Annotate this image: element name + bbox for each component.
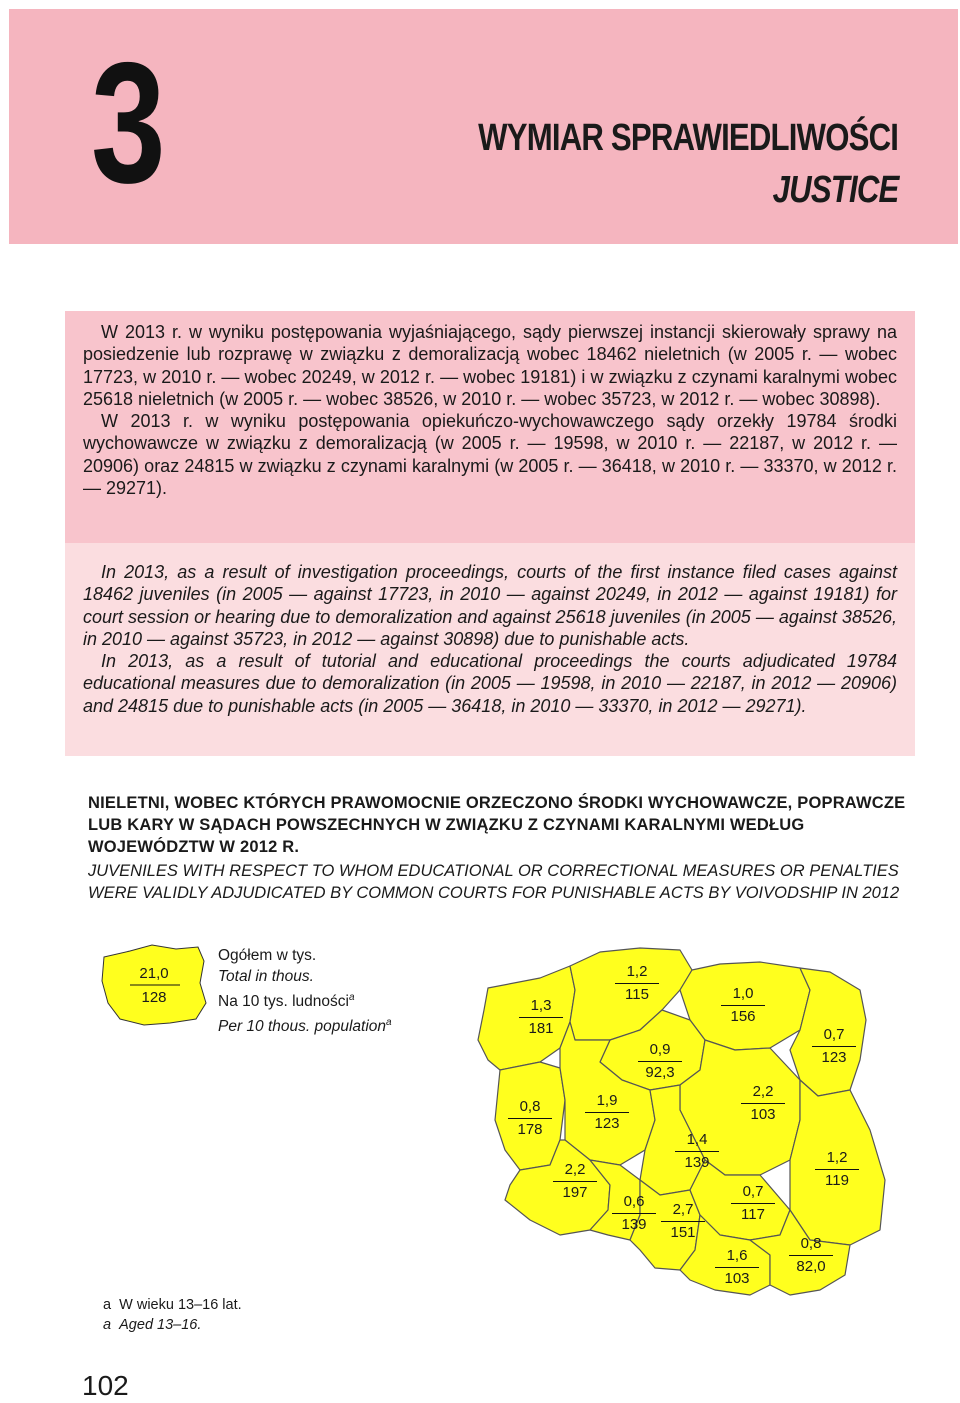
region-per-value: 103 xyxy=(724,1270,750,1287)
region-per-value: 139 xyxy=(684,1154,710,1171)
legend-per-en: Per 10 thous. population xyxy=(218,1018,387,1036)
region-fraction-line xyxy=(721,1005,765,1006)
region-total-value: 0,9 xyxy=(649,1041,671,1058)
region-total-value: 1,2 xyxy=(626,963,648,980)
legend-total-value: 21,0 xyxy=(139,965,169,982)
region-total-value: 1,2 xyxy=(826,1149,848,1166)
region-fraction-line xyxy=(812,1046,856,1047)
footnote-pl: W wieku 13–16 lat. xyxy=(119,1297,242,1313)
region-per-value: 156 xyxy=(730,1008,756,1025)
region-per-value: 92,3 xyxy=(645,1064,675,1081)
region-per-value: 123 xyxy=(594,1115,620,1132)
region-per-value: 197 xyxy=(562,1184,588,1201)
region-per-value: 178 xyxy=(517,1121,543,1138)
chapter-title-pl: WYMIAR SPRAWIEDLIWOŚCI xyxy=(478,117,898,159)
region-per-value: 123 xyxy=(821,1049,847,1066)
region-total-value: 0,8 xyxy=(519,1098,541,1115)
legend-per-pl: Na 10 tys. ludności xyxy=(218,993,349,1011)
region-total-value: 1,4 xyxy=(686,1131,708,1148)
region-total-value: 1,9 xyxy=(596,1092,618,1109)
region-total-value: 2,7 xyxy=(672,1201,694,1218)
map-title-pl: NIELETNI, WOBEC KTÓRYCH PRAWOMOCNIE ORZECZONO ŚRODKI WYCHOWAWCZE, POPRAWCZE LUB KARY W SĄDACH POWSZECHNYCH W ZWIĄZKU Z CZYNAMI KARALNYMI WEDŁUG WOJEWÓDZTW W 2012 R. xyxy=(88,794,906,856)
region-fraction-line xyxy=(715,1267,759,1268)
region-fraction-line xyxy=(789,1255,833,1256)
intro-pl-paragraph-1: W 2013 r. w wyniku postępowania wyjaśniającego, sądy pierwszej instancji skierowały sprawy na posiedzenie lub rozprawę w związku z demoralizacją wobec 18462 nieletnich (w 2005 r. — wobec 17723, w 2010 r. — wobec 20249, w 2012 r. — wobec 19181) i w związku z czynami karalnymi wobec 25618 nieletnich (w 2005 r. — wobec 38526, w 2010 r. — wobec 35723, w 2012 r. — wobec 30898). xyxy=(83,322,897,409)
region-fraction-line xyxy=(741,1103,785,1104)
intro-en-paragraph-2: In 2013, as a result of tutorial and educational proceedings the courts adjudicated 19784 educational measures due to demoralization (in 2005 — 19598, in 2010 — 22187, in 2012 — 20906) and 24815 due to punishable acts (in 2005 — 36418, in 2010 — 33370, in 2012 — 29271). xyxy=(83,651,897,716)
region-total-value: 0,7 xyxy=(742,1183,764,1200)
chapter-number: 3 xyxy=(91,27,161,219)
region-fraction-line xyxy=(615,983,659,984)
legend-per-value: 128 xyxy=(141,989,167,1006)
footnote xyxy=(103,1295,242,1335)
region-per-value: 103 xyxy=(750,1106,776,1123)
region-total-value: 2,2 xyxy=(564,1161,586,1178)
region-per-value: 181 xyxy=(528,1020,554,1037)
legend-total-pl: Ogółem w tys. xyxy=(218,947,317,964)
region-fraction-line xyxy=(638,1061,682,1062)
region-total-value: 1,0 xyxy=(732,985,754,1002)
map-title-en: JUVENILES WITH RESPECT TO WHOM EDUCATIONAL OR CORRECTIONAL MEASURES OR PENALTIES WERE VALIDLY ADJUDICATED BY COMMON COURTS FOR PUNISHABLE ACTS BY VOIVODSHIP IN 2012 xyxy=(88,862,900,902)
intro-pl-paragraph-2: W 2013 r. w wyniku postępowania opiekuńczo-wychowawczego sądy orzekły 19784 środki wychowawcze w związku z demoralizacją (w 2005 r. — 19598, w 2010 r. — 22187, w 2012 r. — 20906) oraz 24815 w związku z czynami karalnymi (w 2005 r. — 36418, w 2010 r. — 33370, w 2012 r. — 29271). xyxy=(83,411,897,499)
region-fraction-line xyxy=(508,1118,552,1119)
intro-en-paragraph-1: In 2013, as a result of investigation proceedings, courts of the first instance filed cases against 18462 juveniles (in 2005 — against 17723, in 2010 — against 20249, in 2012 — against 19181) for court session or hearing due to demoralization and against 25618 juveniles (in 2005 — against 38526, in 2010 — against 35723, in 2012 — against 30898) due to punishable acts. xyxy=(83,562,897,649)
region-fraction-line xyxy=(815,1169,859,1170)
region-per-value: 115 xyxy=(625,986,649,1003)
region-total-value: 0,8 xyxy=(800,1235,822,1252)
region-total-value: 1,6 xyxy=(726,1247,748,1264)
region-fraction-line xyxy=(731,1203,775,1204)
region-fraction-line xyxy=(675,1151,719,1152)
legend-total-en: Total in thous. xyxy=(218,968,314,985)
chapter-title-en: JUSTICE xyxy=(772,169,898,211)
footnote-en: Aged 13–16. xyxy=(119,1317,202,1333)
region-per-value: 82,0 xyxy=(796,1258,826,1275)
region-total-value: 0,7 xyxy=(823,1026,845,1043)
region-total-value: 2,2 xyxy=(752,1083,774,1100)
region-fraction-line xyxy=(585,1112,629,1113)
footnote-marker-pl: a xyxy=(103,1297,112,1313)
region-fraction-line xyxy=(553,1181,597,1182)
legend-marker-pl: a xyxy=(348,992,355,1003)
region-total-value: 0,6 xyxy=(623,1193,645,1210)
region-per-value: 119 xyxy=(825,1172,849,1189)
page-number: 102 xyxy=(82,1370,129,1401)
region-per-value: 117 xyxy=(741,1206,765,1223)
region-total-value: 1,3 xyxy=(530,997,552,1014)
region-per-value: 151 xyxy=(670,1224,696,1241)
legend-marker-en: a xyxy=(386,1017,392,1029)
region-per-value: 139 xyxy=(621,1216,647,1233)
region-fraction-line xyxy=(519,1017,563,1018)
footnote-marker-en: a xyxy=(103,1317,112,1333)
region-fraction-line xyxy=(661,1221,705,1222)
